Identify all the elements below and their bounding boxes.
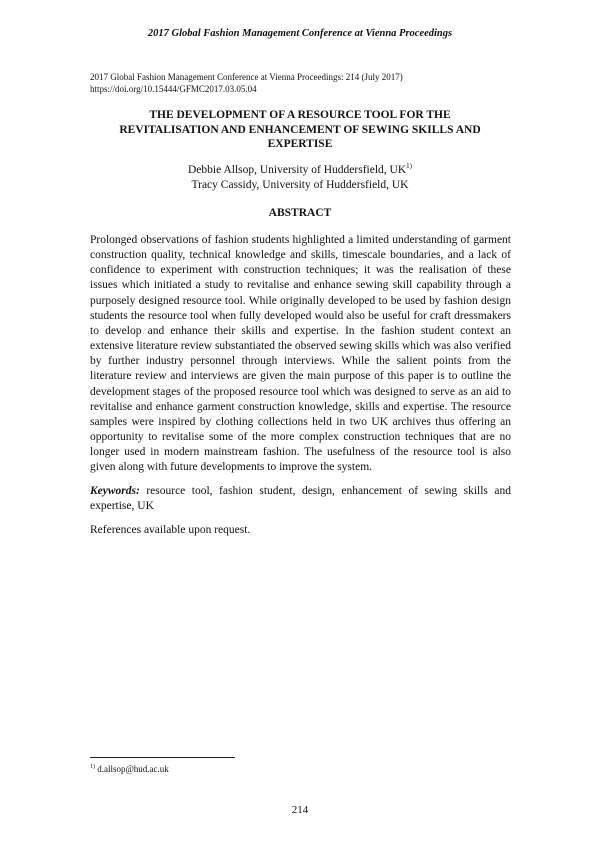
keywords-paragraph	[90, 484, 511, 514]
references-note: References available upon request.	[90, 524, 251, 536]
citation-block	[90, 72, 520, 95]
author-1	[90, 163, 510, 178]
doi-link[interactable]: https://doi.org/10.15444/GFMC2017.03.05.04	[90, 83, 257, 94]
footnote-number: 1)	[90, 764, 95, 770]
citation-line: 2017 Global Fashion Management Conference at Vienna Proceedings: 214 (July 2017)	[90, 72, 403, 82]
author-2-name: Tracy Cassidy, University of Huddersfield, UK	[191, 179, 409, 191]
keywords-label: Keywords:	[90, 485, 140, 497]
author-1-name: Debbie Allsop, University of Huddersfield, UK	[188, 164, 407, 176]
footnote	[90, 764, 390, 775]
author-2	[90, 178, 510, 193]
keywords-text: resource tool, fashion student, design, enhancement of sewing skills and expertise, UK	[90, 485, 512, 513]
footnote-divider	[90, 757, 235, 758]
title-line-1: THE DEVELOPMENT OF A RESOURCE TOOL FOR THE	[149, 109, 451, 121]
paper-title	[90, 108, 510, 152]
abstract-heading: ABSTRACT	[268, 207, 332, 219]
author-list	[90, 163, 510, 193]
footnote-mark: 1)	[406, 162, 412, 170]
abstract-body: Prolonged observations of fashion students highlighted a limited understanding of garment construction quality, technical knowledge and skills, timescale boundaries, and a lack of confidence to experiment with construction techniques; it was the realisation of these issues which initiated a study to revitalise and enhance sewing skill capability through a purposely designed resource tool. While originally developed to be used by fashion design students the resource tool when fully developed would also be useful for craft dressmakers to develop and enhance their skills and expertise. In the fashion student context an extensive literature review substantiated the observed sewing skills which was also verified by further industry personnel through interviews. While the salient points from the literature review and interviews are given the main purpose of this paper is to outline the development stages of the proposed resource tool which was designed to serve as an aid to revitalise and enhance garment construction knowledge, skills and expertise. The resource samples were inspired by clothing collections held in two UK archives thus offering an opportunity to revitalise some of the more complex construction techniques that are no longer used in modern mainstream fashion. The usefulness of the resource tool is also given along with future developments to improve the system.	[90, 234, 511, 474]
page-number: 214	[291, 804, 309, 816]
title-line-3: EXPERTISE	[267, 138, 333, 150]
footnote-email[interactable]: d.allsop@hud.ac.uk	[97, 764, 169, 774]
title-line-2: REVITALISATION AND ENHANCEMENT OF SEWING SKILLS AND	[119, 123, 481, 136]
running-header: 2017 Global Fashion Management Conference at Vienna Proceedings	[147, 28, 453, 39]
